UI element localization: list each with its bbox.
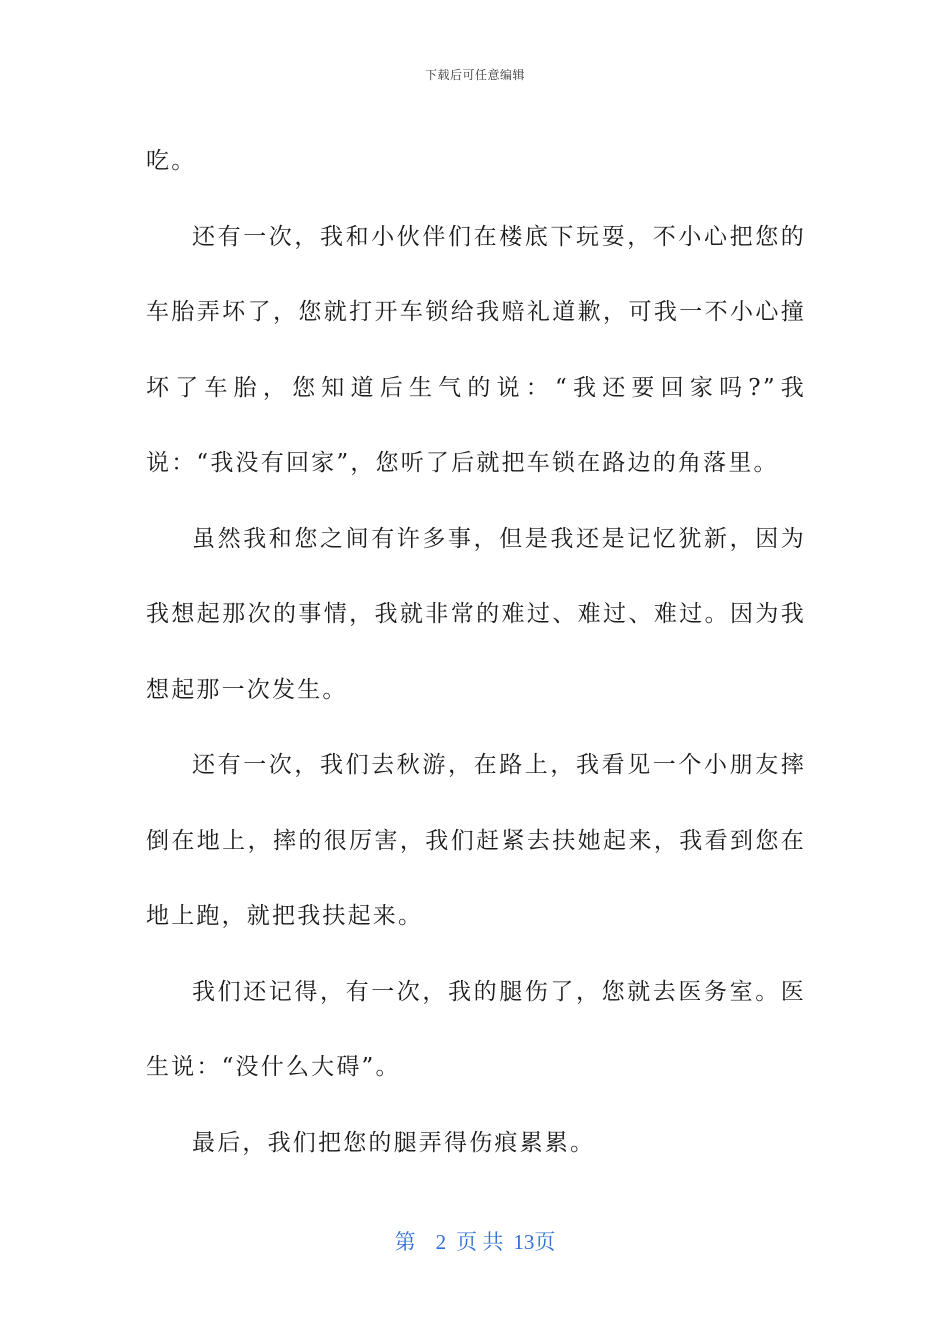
footer-suffix: 页 [534,1230,556,1254]
page-footer [0,1226,950,1256]
paragraph-6: 最后，我们把您的腿弄得伤痕累累。 [192,1129,596,1156]
page-header: 下载后可任意编辑 [424,68,525,82]
footer-middle: 页 共 [456,1230,504,1254]
paragraph-2: 还有一次，我和小伙伴们在楼底下玩耍，不小心把您的车胎弄坏了，您就打开车锁给我赔礼道歉，可我一不小心撞坏了车胎，您知道后生气的说：“我还要回家吗?”我说：“我没有回家”，您听了后就把车锁在路边的角落里。 [146,223,806,476]
paragraph-3: 虽然我和您之间有许多事，但是我还是记忆犹新，因为我想起那次的事情，我就非常的难过、难过、难过。因为我想起那一次发生。 [146,525,806,703]
footer-current-page: 2 [435,1230,447,1254]
footer-prefix: 第 [394,1230,416,1254]
paragraph-4: 还有一次，我们去秋游，在路上，我看见一个小朋友摔倒在地上，摔的很厉害，我们赶紧去扶她起来，我看到您在地上跑，就把我扶起来。 [146,752,806,929]
document-body [146,124,806,1181]
footer-total-pages: 13 [513,1230,535,1254]
paragraph-1: 吃。 [146,148,197,174]
paragraph-5: 我们还记得，有一次，我的腿伤了，您就去医务室。医生说：“没什么大碍”。 [146,978,806,1080]
